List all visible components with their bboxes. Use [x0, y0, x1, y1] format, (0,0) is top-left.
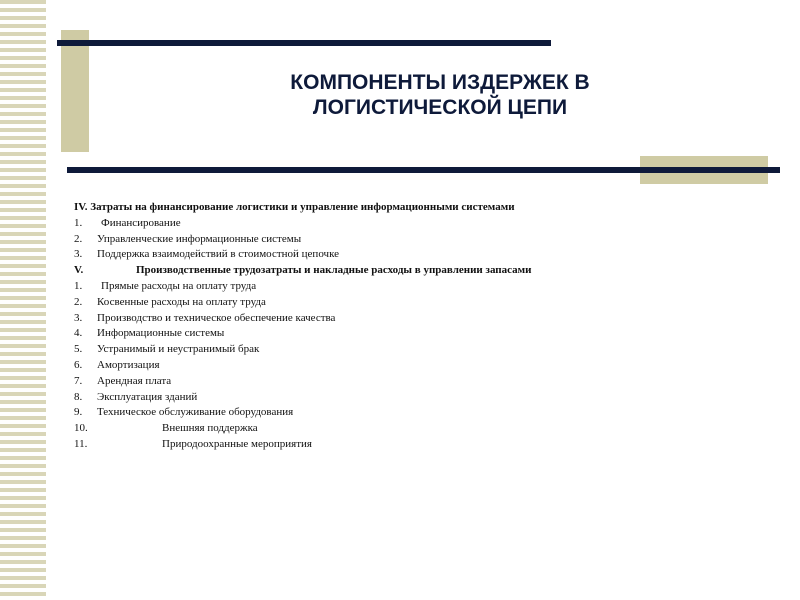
list-item-text: Поддержка взаимодействий в стоимостной цепочке — [97, 248, 340, 261]
title-line-1: КОМПОНЕНТЫ ИЗДЕРЖЕК В — [290, 71, 590, 94]
list-item-number: 10. — [74, 422, 88, 435]
section-v-number: V. — [74, 264, 84, 277]
list-item-text: Прямые расходы на оплату труда — [101, 279, 257, 292]
list-item-text: Финансирование — [101, 216, 181, 229]
list-item-text: Внешняя поддержка — [162, 422, 258, 435]
list-item-text: Управленческие информационные системы — [97, 232, 302, 245]
list-item-text: Арендная плата — [97, 374, 172, 387]
list-item-number: 11. — [74, 437, 88, 450]
title-top-rule — [57, 40, 551, 46]
list-item — [74, 279, 531, 295]
list-item-text: Устранимый и неустранимый брак — [97, 343, 260, 356]
list-item-number: 8. — [74, 390, 83, 403]
list-item-text: Техническое обслуживание оборудования — [97, 406, 294, 419]
list-item-text: Косвенные расходы на оплату труда — [97, 295, 266, 308]
list-item-number: 2. — [74, 295, 83, 308]
list-item-number: 1. — [74, 216, 83, 229]
list-item — [74, 358, 531, 374]
title-bottom-rule — [67, 167, 780, 173]
decorative-vertical-bar — [61, 30, 89, 152]
list-item — [74, 390, 531, 406]
list-item — [74, 342, 531, 358]
list-item-text: Амортизация — [97, 358, 160, 371]
list-item-number: 1. — [74, 279, 83, 292]
list-item-number: 4. — [74, 327, 83, 340]
list-item-number: 7. — [74, 374, 83, 387]
list-item-text: Природоохранные мероприятия — [162, 437, 312, 450]
list-item — [74, 232, 531, 248]
list-item — [74, 437, 531, 453]
list-item-text: Информационные системы — [97, 327, 225, 340]
list-item-text: Производство и техническое обеспечение качества — [97, 311, 336, 324]
list-item-number: 5. — [74, 343, 83, 356]
page-title — [200, 70, 680, 120]
title-line-2: ЛОГИСТИЧЕСКОЙ ЦЕПИ — [312, 96, 568, 119]
list-item-text: Эксплуатация зданий — [97, 390, 198, 403]
list-item — [74, 216, 531, 232]
list-item-number: 9. — [74, 406, 83, 419]
section-v-title: Производственные трудозатраты и накладные расходы в управлении запасами — [136, 264, 532, 277]
list-item — [74, 421, 531, 437]
decorative-stripes — [0, 0, 46, 600]
list-item-number: 3. — [74, 311, 83, 324]
list-item-number: 6. — [74, 358, 83, 371]
section-iv-heading: IV. Затраты на финансирование логистики и управление информационными системами — [74, 201, 515, 213]
section-v-heading — [74, 263, 531, 279]
list-item — [74, 374, 531, 390]
list-item — [74, 326, 531, 342]
list-item — [74, 311, 531, 327]
list-item-number: 3. — [74, 248, 83, 261]
list-item — [74, 405, 531, 421]
list-item — [74, 295, 531, 311]
list-item-number: 2. — [74, 232, 83, 245]
list-item — [74, 247, 531, 263]
cost-list — [74, 200, 531, 453]
